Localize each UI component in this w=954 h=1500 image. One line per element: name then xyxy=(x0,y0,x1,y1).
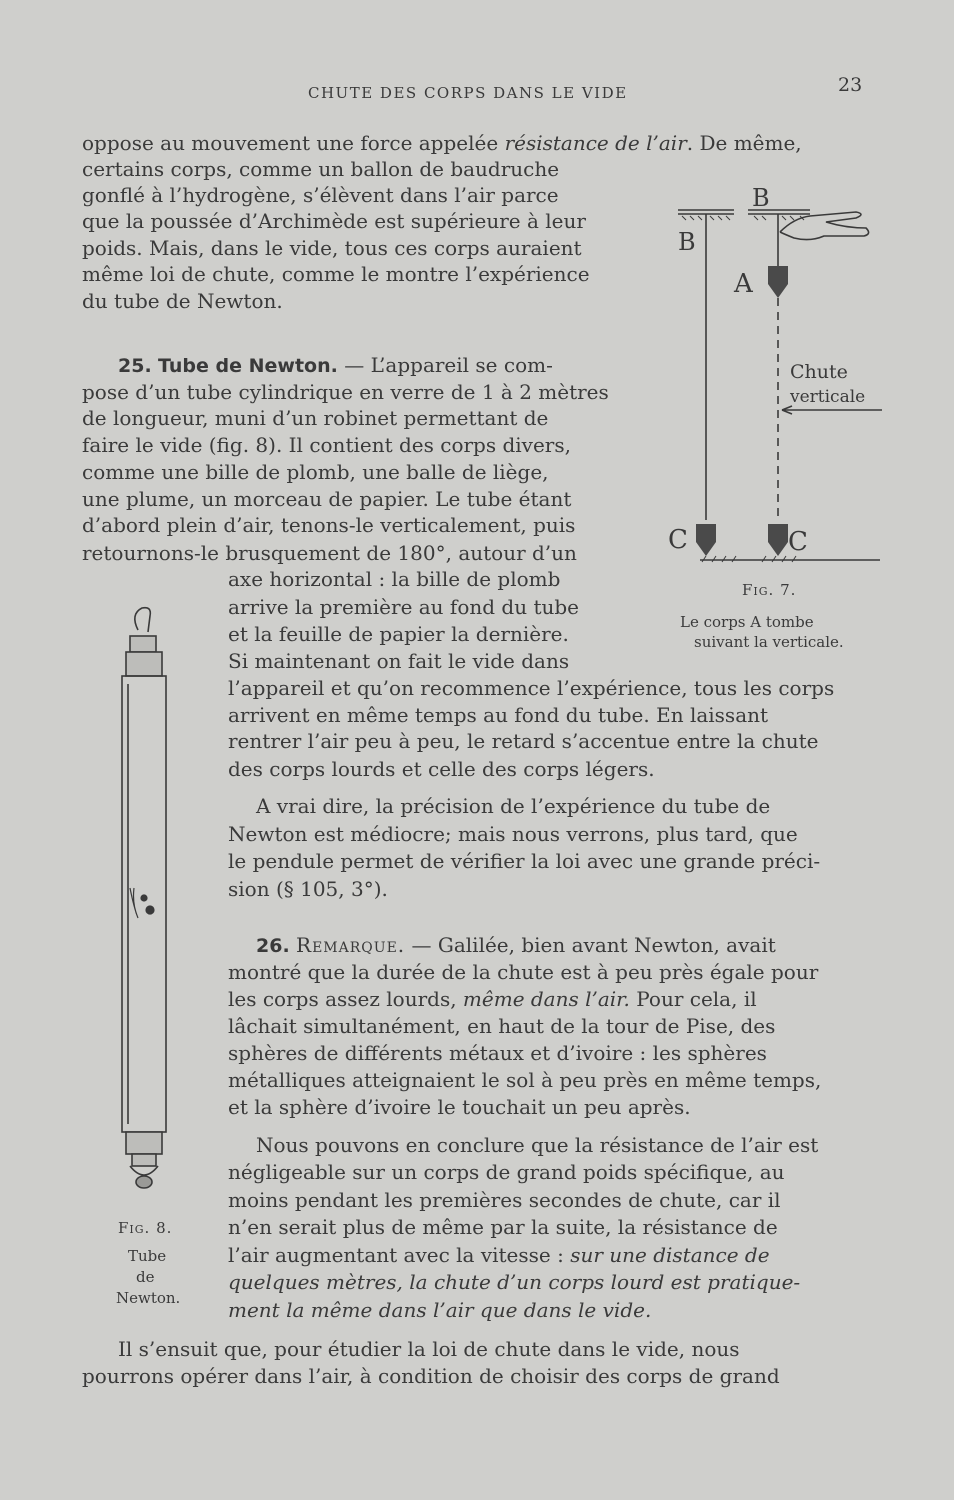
bob-c-left xyxy=(696,524,716,556)
bob-c-right xyxy=(768,524,788,556)
text-line: d’abord plein d’air, tenons-le verticalement, puis xyxy=(82,513,576,537)
stopcock xyxy=(130,1166,158,1175)
text-line: n’en serait plus de même par la suite, la résistance de xyxy=(228,1215,778,1239)
lead-ball xyxy=(141,895,147,901)
label-c-right: C xyxy=(788,527,808,557)
text-line: que la poussée d’Archimède est supérieure à leur xyxy=(82,209,586,233)
section-heading-25: 25. Tube de Newton. — L’appareil se com- xyxy=(118,353,553,377)
text-line: Il s’ensuit que, pour étudier la loi de chute dans le vide, nous xyxy=(118,1337,740,1361)
label-c-left: C xyxy=(668,525,688,555)
text-line: gonflé à l’hydrogène, s’élèvent dans l’air parce xyxy=(82,183,559,207)
annotation-verticale: verticale xyxy=(790,387,866,407)
text-line: arrivent en même temps au fond du tube. En laissant xyxy=(228,703,769,727)
label-b-top: B xyxy=(752,184,770,212)
text-line: pose d’un tube cylindrique en verre de 1 à 2 mètres xyxy=(82,380,609,404)
figure-7-diagram xyxy=(660,180,920,580)
text-line: Nous pouvons en conclure que la résistance de l’air est xyxy=(256,1133,819,1157)
text-line: A vrai dire, la précision de l’expérience du tube de xyxy=(256,794,771,818)
text-line: retournons-le brusquement de 180°, autour d’un xyxy=(82,541,577,565)
bob-a xyxy=(768,266,788,298)
text-line: montré que la durée de la chute est à peu près égale pour xyxy=(228,960,819,984)
fig8-caption-line: Newton. xyxy=(116,1289,181,1307)
text-line: moins pendant les premières secondes de chute, car il xyxy=(228,1188,781,1212)
text-line: une plume, un morceau de papier. Le tube étant xyxy=(82,487,572,511)
text-line: certains corps, comme un ballon de baudruche xyxy=(82,157,560,181)
fig7-caption-line: Le corps A tombe xyxy=(680,613,814,631)
text-line: poids. Mais, dans le vide, tous ces corps auraient xyxy=(82,236,582,260)
text-line: et la sphère d’ivoire le touchait un peu après. xyxy=(228,1095,691,1119)
page-number: 23 xyxy=(838,74,863,96)
text-line: sion (§ 105, 3°). xyxy=(228,877,388,901)
tube-cap-top xyxy=(126,652,162,676)
text-line: arrive la première au fond du tube xyxy=(228,595,580,619)
text-line: l’appareil et qu’on recommence l’expérience, tous les corps xyxy=(228,676,835,700)
hand xyxy=(780,212,869,240)
feather xyxy=(130,888,138,918)
fig8-caption-line: de xyxy=(136,1268,155,1286)
section-heading-26: 26. Remarque. — Galilée, bien avant Newton, avait xyxy=(256,933,776,957)
text-line: faire le vide (fig. 8). Il contient des corps divers, xyxy=(82,433,571,457)
text-line: quelques mètres, la chute d’un corps lourd est pratique- xyxy=(228,1270,801,1294)
text-line: oppose au mouvement une force appelée résistance de l’air. De même, xyxy=(82,131,802,155)
text-line: même loi de chute, comme le montre l’expérience xyxy=(82,262,590,286)
text-line: axe horizontal : la bille de plomb xyxy=(228,567,561,591)
figure-8-newton-tube xyxy=(108,604,180,1204)
fig7-caption-line: suivant la verticale. xyxy=(694,633,844,651)
label-a: A xyxy=(734,269,753,299)
text-line: sphères de différents métaux et d’ivoire : les sphères xyxy=(228,1041,767,1065)
label-b-left: B xyxy=(678,228,696,256)
text-line: négligeable sur un corps de grand poids spécifique, au xyxy=(228,1160,785,1184)
tube-cap-bottom xyxy=(126,1132,162,1154)
annotation-chute: Chute xyxy=(790,361,848,383)
hook xyxy=(135,608,151,632)
text-line: Newton est médiocre; mais nous verrons, plus tard, que xyxy=(228,822,798,846)
text-line: de longueur, muni d’un robinet permettant de xyxy=(82,406,549,430)
running-header: CHUTE DES CORPS DANS LE VIDE xyxy=(308,84,628,102)
text-line: ment la même dans l’air que dans le vide. xyxy=(228,1298,652,1322)
text-line: des corps lourds et celle des corps légers. xyxy=(228,757,655,781)
fig8-caption-title: Fig. 8. xyxy=(118,1219,173,1237)
text-line: le pendule permet de vérifier la loi avec une grande préci- xyxy=(228,849,821,873)
text-line: comme une bille de plomb, une balle de liège, xyxy=(82,460,549,484)
text-line: métalliques atteignaient le sol à peu près en même temps, xyxy=(228,1068,822,1092)
fig8-caption-line: Tube xyxy=(128,1247,167,1265)
text-line: du tube de Newton. xyxy=(82,289,283,313)
text-line: lâchait simultanément, en haut de la tour de Pise, des xyxy=(228,1014,776,1038)
text-line: les corps assez lourds, même dans l’air. Pour cela, il xyxy=(228,987,757,1011)
text-line: Si maintenant on fait le vide dans xyxy=(228,649,570,673)
fig7-caption-title: Fig. 7. xyxy=(742,581,797,599)
text-line: l’air augmentant avec la vitesse : sur une distance de xyxy=(228,1243,770,1267)
text-line: rentrer l’air peu à peu, le retard s’accentue entre la chute xyxy=(228,729,819,753)
text-line: et la feuille de papier la dernière. xyxy=(228,622,569,646)
text-line: pourrons opérer dans l’air, à condition de choisir des corps de grand xyxy=(82,1364,780,1388)
